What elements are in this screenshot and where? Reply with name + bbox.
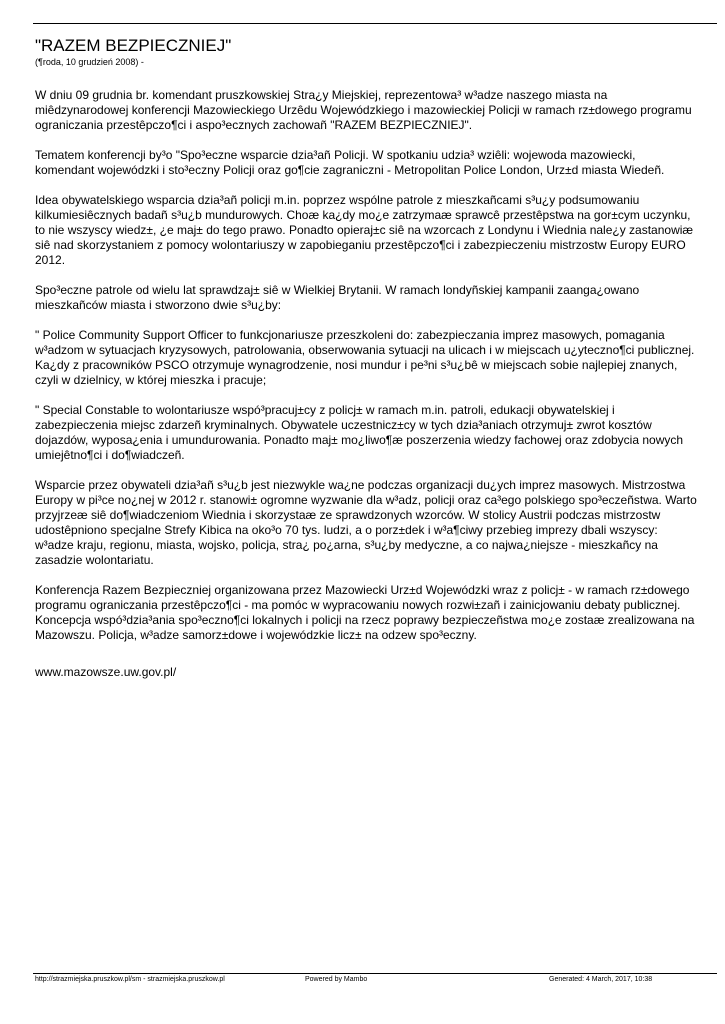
footer-powered-by: Powered by Mambo [305,976,368,983]
footer-generated: Generated: 4 March, 2017, 10:38 [549,976,653,983]
header-divider [33,23,717,24]
page-title: "RAZEM BEZPIECZNIEJ" [35,36,232,55]
footer-page-url: http://strazmiejska.pruszkow.pl/sm - strazmiejska.pruszkow.pl [35,976,225,983]
paragraph-5: " Police Community Support Officer to funkcjonariusze przeszkoleni do: zabezpieczania imprez masowych, pomagania w³adzom w sytuacjach kryzysowych, patrolowania, obserwowania sytuacji na ulicach i w miejscach u¿yteczno¶ci publicznej. Ka¿dy z pracowników PSCO otrzymuje wynagrodzenie, nosi mundur i pe³ni s³u¿bê w miejscach sobie najlepiej znanych, czyli w dzielnicy, w której mieszka i pracuje; [35,328,695,387]
article-date: (¶roda, 10 grudzień 2008) - [35,57,144,67]
paragraph-2: Tematem konferencji by³o "Spo³eczne wsparcie dzia³añ Policji. W spotkaniu udzia³ wziêli: wojewoda mazowiecki, komendant wojewódzki i sto³eczny Policji oraz go¶cie zagraniczni - Metropolitan Police London, Urz±d miasta Wiedeñ. [35,148,665,177]
paragraph-3: Idea obywatelskiego wsparcia dzia³añ policji m.in. poprzez wspólne patrole z mieszkañcami s³u¿y podsumowaniu kilkumiesiêcznych badañ s³u¿b mundurowych. Choæ ka¿dy mo¿e zatrzymaæ sprawcê przestêpstwa na gor±cym uczynku, to nie wszyscy wiedz±, ¿e maj± do tego prawo. Ponadto opieraj±c siê na wzorcach z Londynu i Wiednia nale¿y zastanowiæ siê nad skorzystaniem z pomocy wolontariuszy w zapobieganiu przestêpczo¶ci i zabezpieczeniu mistrzostw Europy EURO 2012. [35,193,694,267]
paragraph-4: Spo³eczne patrole od wielu lat sprawdzaj± siê w Wielkiej Brytanii. W ramach londyñskiej kampanii zaanga¿owano mieszkañców miasta i stworzono dwie s³u¿by: [35,283,640,312]
article-body [35,88,697,695]
paragraph-1: W dniu 09 grudnia br. komendant pruszkowskiej Stra¿y Miejskiej, reprezentowa³ w³adze naszego miasta na miêdzynarodowej konferencji Mazowieckiego Urzêdu Wojewódzkiego i mazowieckiej Policji w ramach rz±dowego programu ograniczania przestêpczo¶ci i aspo³ecznych zachowañ "RAZEM BEZPIECZNIEJ". [35,88,692,132]
source-link[interactable]: www.mazowsze.uw.gov.pl/ [35,665,177,679]
paragraph-6: " Special Constable to wolontariusze wspó³pracuj±cy z policj± w ramach m.in. patroli, edukacji obywatelskiej i zabezpieczenia miejsc zdarzeñ kryminalnych. Obywatele uczestnicz±cy w tych dzia³aniach otrzymuj± zwrot kosztów dojazdów, wyposa¿enia i umundurowania. Ponadto maj± mo¿liwo¶æ poszerzenia wiedzy fachowej oraz zdobycia nowych umiejêtno¶ci i do¶wiadczeñ. [35,403,684,462]
footer-divider [33,973,717,974]
paragraph-8: Konferencja Razem Bezpieczniej organizowana przez Mazowiecki Urz±d Wojewódzki wraz z policj± - w ramach rz±dowego programu ograniczania przestêpczo¶ci - ma pomóc w wypracowaniu nowych rozwi±zañ i zainicjowaniu debaty publicznej. Koncepcja wspó³dzia³ania spo³eczno¶ci lokalnych i policji na rzecz poprawy bezpieczeñstwa mo¿e zostaæ zrealizowana na Mazowszu. Policja, w³adze samorz±dowe i wojewódzkie licz± na odzew spo³eczny. [35,583,695,642]
paragraph-7: Wsparcie przez obywateli dzia³añ s³u¿b jest niezwykle wa¿ne podczas organizacji du¿ych imprez masowych. Mistrzostwa Europy w pi³ce no¿nej w 2012 r. stanowi± ogromne wyzwanie dla w³adz, policji oraz ca³ego polskiego spo³eczeñstwa. Warto przyjrzeæ siê do¶wiadczeniom Wiednia i skorzystaæ ze sprawdzonych wzorców. W stolicy Austrii podczas mistrzostw udostêpniono specjalne Strefy Kibica na oko³o 70 tys. ludzi, a o porz±dek i w³a¶ciwy przebieg imprezy dbali wszyscy: w³adze kraju, regionu, miasta, wojsko, policja, stra¿ po¿arna, s³u¿by medyczne, a co najwa¿niejsze - mieszkañcy na zasadzie wolontariatu. [35,478,697,567]
